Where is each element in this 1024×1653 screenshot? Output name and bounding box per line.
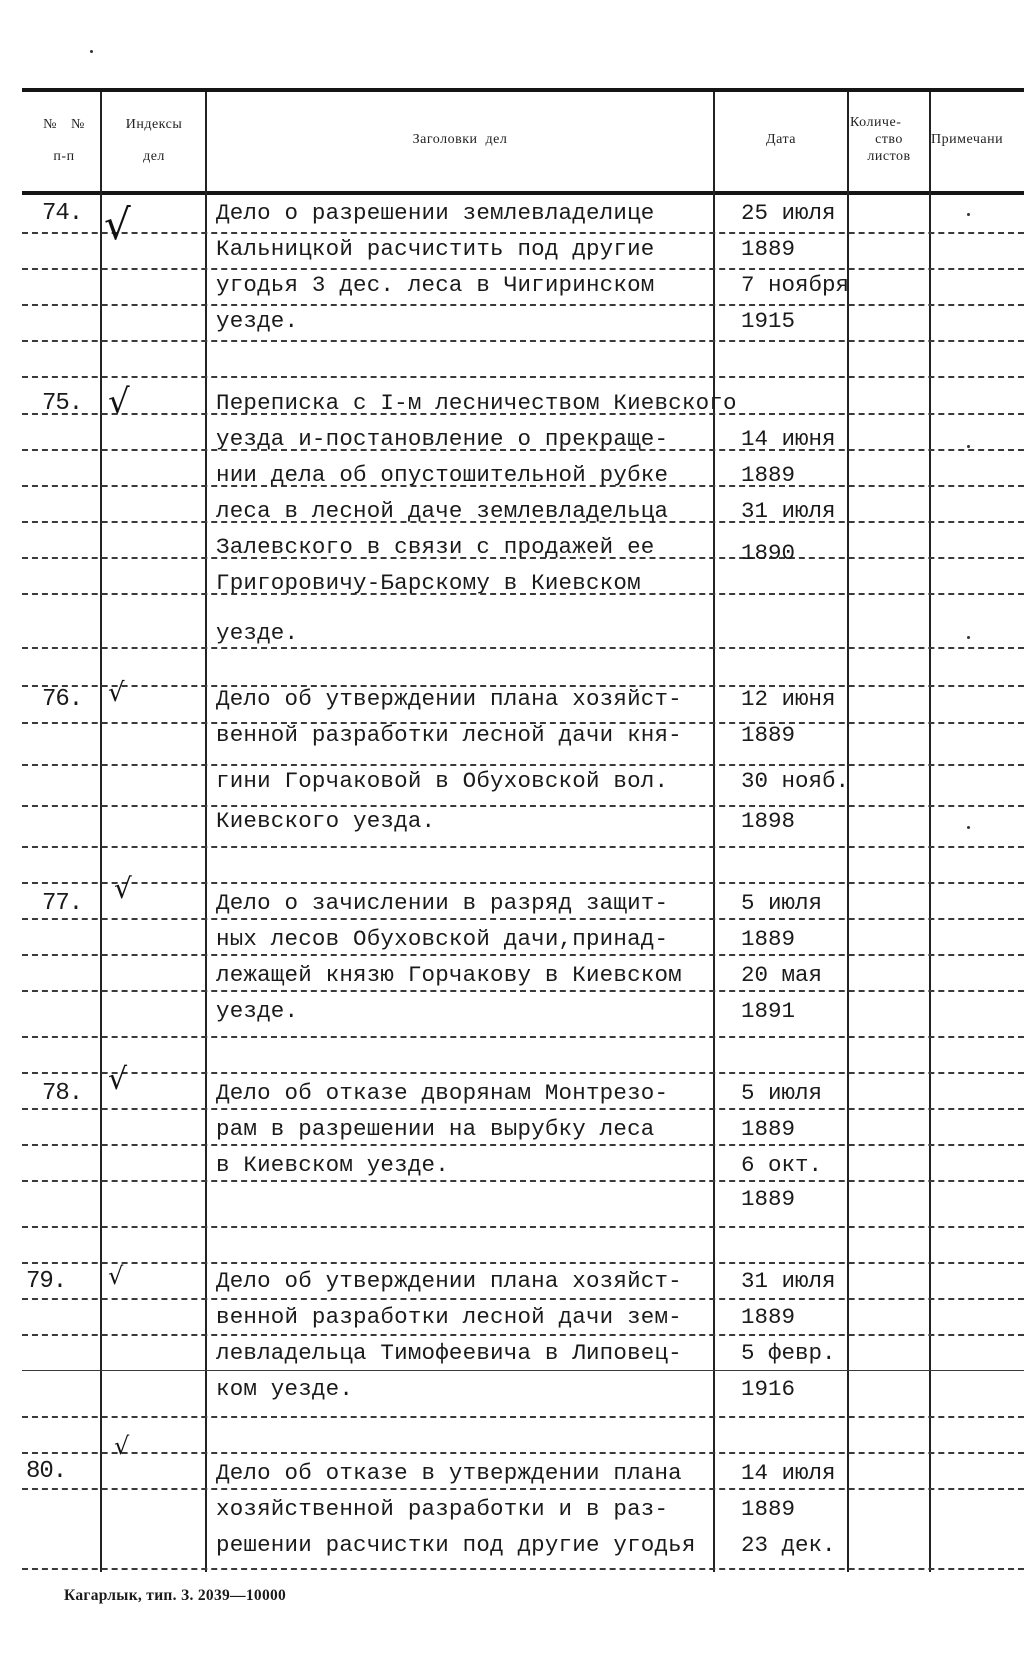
column-divider-index — [205, 92, 207, 1572]
entry-number: 78. — [42, 1080, 83, 1107]
header-num — [30, 116, 98, 166]
title-line: венной разработки лесной дачи зем- — [216, 1304, 682, 1330]
date-line: 1891 — [741, 998, 796, 1024]
title-line: Переписка с I-м лесничеством Киевского — [216, 390, 737, 416]
scan-speck — [90, 50, 93, 53]
column-divider-num — [100, 92, 102, 1572]
scan-speck — [967, 636, 970, 639]
date-line: 1889 — [741, 1186, 796, 1212]
checkmark-icon: √ — [114, 1432, 130, 1460]
header-title: Заголовки дел — [412, 132, 508, 147]
title-line: уезде. — [216, 308, 299, 334]
title-line: венной разработки лесной дачи кня- — [216, 722, 682, 748]
checkmark-icon: √ — [108, 678, 125, 708]
title-line: нии дела об опустошительной рубке — [216, 462, 669, 488]
title-line: рам в разрешении на вырубку леса — [216, 1116, 655, 1142]
date-line: 1889 — [741, 1304, 796, 1330]
date-line: 1890 — [741, 540, 796, 566]
date-line: 14 июля — [741, 1460, 836, 1486]
title-line: Григоровичу-Барскому в Киевском — [216, 570, 641, 596]
entry-number: 80. — [26, 1458, 67, 1485]
title-line: Дело о разрешении землевладелице — [216, 200, 655, 226]
title-line: ком уезде. — [216, 1376, 354, 1402]
header-sheets-line1: Количе- — [850, 115, 902, 130]
date-line: 14 июня — [741, 426, 836, 452]
date-line: 5 июля — [741, 890, 823, 916]
title-line: леса в лесной даче землевладельца — [216, 498, 669, 524]
entry-number: 76. — [42, 686, 83, 713]
date-line: 1915 — [741, 308, 796, 334]
header-sheets-line2: ство — [875, 132, 903, 147]
checkmark-icon: √ — [108, 1062, 128, 1097]
title-line: решении расчистки под другие угодья — [216, 1532, 696, 1558]
header-index — [106, 116, 202, 166]
header-top-rule — [22, 88, 1024, 92]
header-date: Дата — [766, 132, 796, 147]
column-divider-date — [847, 92, 849, 1572]
title-line: Залевского в связи с продажей ее — [216, 534, 655, 560]
date-line: 5 февр. — [741, 1340, 836, 1366]
title-line: Дело об отказе в утверждении плана — [216, 1460, 682, 1486]
scan-speck — [967, 445, 970, 448]
title-line: гини Горчаковой в Обуховской вол. — [216, 768, 669, 794]
date-line: 5 июля — [741, 1080, 823, 1106]
date-line: 12 июня — [741, 686, 836, 712]
date-line: 7 ноября — [741, 272, 850, 298]
title-line: Кальницкой расчистить под другие — [216, 236, 655, 262]
entry-number: 75. — [42, 390, 83, 417]
title-line: ных лесов Обуховской дачи,принад- — [216, 926, 669, 952]
entry-number: 77. — [42, 890, 83, 917]
scan-speck — [967, 826, 970, 829]
date-line: 1889 — [741, 462, 796, 488]
header-notes: Примечани — [931, 132, 1004, 147]
header-sheets — [849, 114, 929, 165]
date-line: 31 июля — [741, 498, 836, 524]
title-line: Дело об отказе дворянам Монтрезо- — [216, 1080, 669, 1106]
checkmark-icon: √ — [114, 872, 132, 905]
header-bottom-rule — [22, 191, 1024, 195]
date-line: 23 дек. — [741, 1532, 836, 1558]
title-line: уезда и-постановление о прекраще- — [216, 426, 669, 452]
title-line: Дело об утверждении плана хозяйст- — [216, 686, 682, 712]
header-num-line1: № № — [43, 117, 85, 132]
date-line: 20 мая — [741, 962, 823, 988]
date-line: 31 июля — [741, 1268, 836, 1294]
title-line: левладельца Тимофеевича в Липовец- — [216, 1340, 682, 1366]
date-line: 1898 — [741, 808, 796, 834]
date-line: 1916 — [741, 1376, 796, 1402]
title-line: угодья 3 дес. леса в Чигиринском — [216, 272, 655, 298]
checkmark-icon: √ — [108, 1262, 124, 1290]
header-num-line2: п-п — [53, 149, 75, 164]
title-line: уезде. — [216, 998, 299, 1024]
date-line: 30 нояб. — [741, 768, 850, 794]
title-line: Дело о зачислении в разряд защит- — [216, 890, 669, 916]
column-divider-sheets — [929, 92, 931, 1572]
title-line: хозяйственной разработки и в раз- — [216, 1496, 669, 1522]
entry-number: 74. — [42, 200, 83, 227]
date-line: 1889 — [741, 236, 796, 262]
entry-number: 79. — [26, 1268, 67, 1295]
column-divider-title — [713, 92, 715, 1572]
date-line: 1889 — [741, 1116, 796, 1142]
checkmark-icon: √ — [108, 382, 130, 422]
title-line: в Киевском уезде. — [216, 1152, 449, 1178]
date-line: 1889 — [741, 1496, 796, 1522]
date-line: 6 окт. — [741, 1152, 823, 1178]
title-line: уезде. — [216, 620, 299, 646]
printer-imprint: Кагарлык, тип. З. 2039—10000 — [64, 1587, 287, 1604]
header-index-line2: дел — [143, 149, 165, 164]
date-line: 1889 — [741, 722, 796, 748]
scan-speck — [967, 213, 970, 216]
title-line: лежащей князю Горчакову в Киевском — [216, 962, 682, 988]
title-line: Киевского уезда. — [216, 808, 436, 834]
header-sheets-line3: листов — [867, 149, 911, 164]
title-line: Дело об утверждении плана хозяйст- — [216, 1268, 682, 1294]
date-line: 1889 — [741, 926, 796, 952]
checkmark-icon: √ — [104, 200, 131, 249]
date-line: 25 июля — [741, 200, 836, 226]
header-index-line1: Индексы — [125, 117, 183, 132]
